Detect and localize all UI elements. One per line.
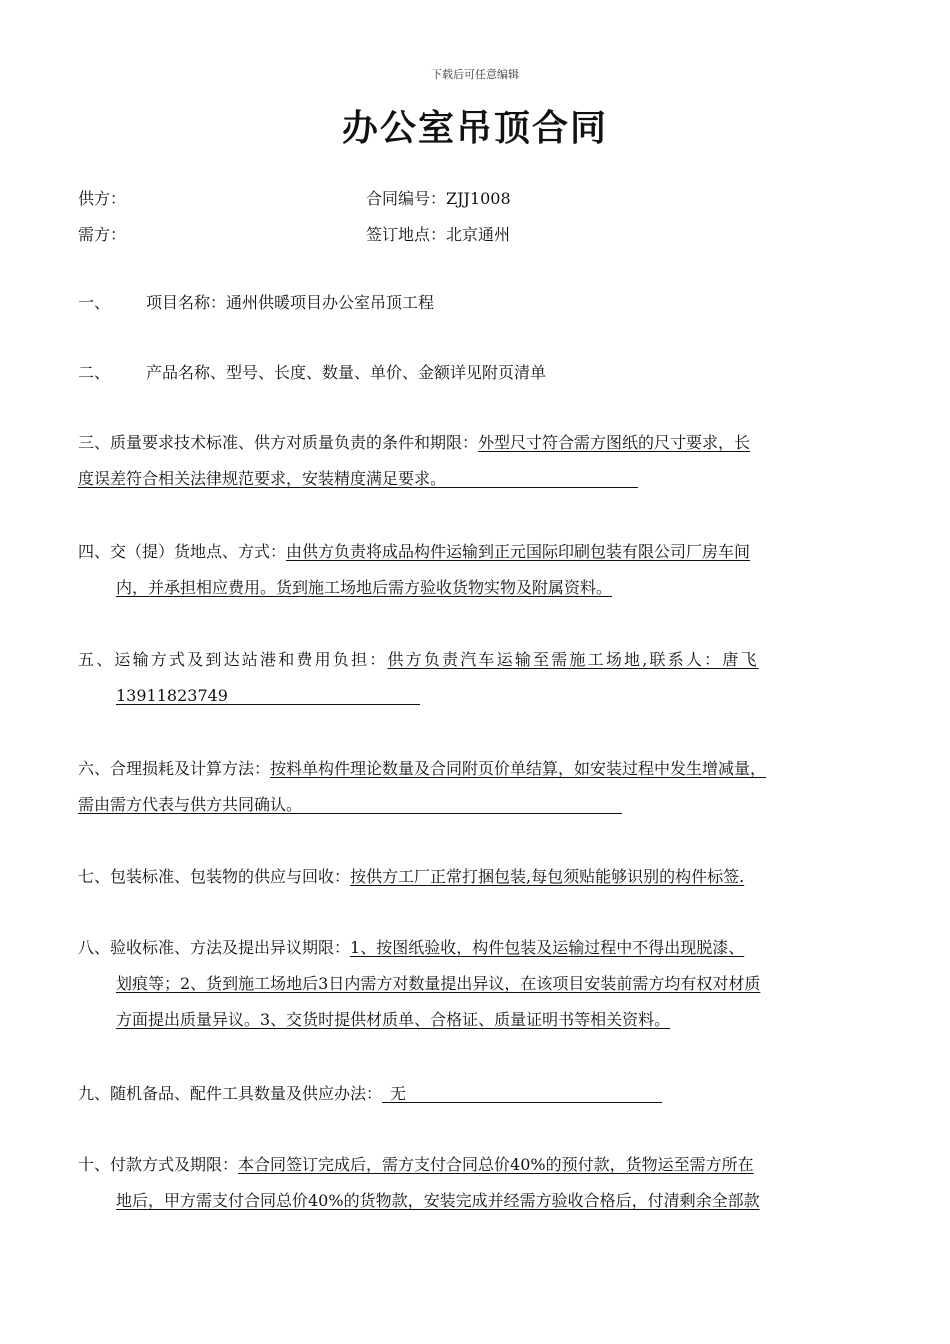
clause-label: 质量要求技术标准、供方对质量负责的条件和期限： [110,433,479,452]
clause-value: 13911823749 [116,686,228,705]
clause-value: 由供方负责将成品构件运输到正元国际印刷包装有限公司厂房车间 [286,542,751,561]
clause-value: 按供方工厂正常打捆包装,每包须贴能够识别的构件标签. [350,867,745,886]
clause-label: 合理损耗及计算方法： [110,759,271,778]
clause-value: 无 [390,1084,407,1103]
clause-label: 验收标准、方法及提出异议期限： [110,938,351,957]
clause-number: 十、 [78,1155,111,1174]
clause-value: 地后，甲方需支付合同总价40%的货物款，安装完成并经需方验收合格后，付清剩余全部款 [116,1191,760,1210]
clause-label: 包装标准、包装物的供应与回收： [110,867,351,886]
clause-number: 三、 [78,433,111,452]
clause-number: 四、 [78,542,111,561]
clause-5 [78,642,896,714]
clause-text: 产品名称、型号、长度、数量、单价、金额详见附页清单 [146,363,547,382]
clause-value: 度误差符合相关法律规范要求，安装精度满足要求。 [78,469,447,488]
sign-place: 签订地点：北京通州 [366,225,511,244]
clause-number: 二、 [78,363,111,382]
clause-8 [78,930,896,1038]
buyer-label: 需方： [78,225,127,244]
clause-value: 需由需方代表与供方共同确认。 [78,795,303,814]
clause-value: 1、按图纸验收，构件包装及运输过程中不得出现脱漆、 [350,938,745,957]
clause-6 [78,751,896,823]
clause-2 [78,355,896,391]
clause-number: 八、 [78,938,111,957]
clause-4 [78,534,896,606]
clause-value: 内，并承担相应费用。货到施工场地后需方验收货物实物及附属资料。 [116,578,613,597]
supplier-label: 供方： [78,189,127,208]
clause-label: 交（提）货地点、方式： [110,542,287,561]
clause-value: 方面提出质量异议。3、交货时提供材质单、合格证、质量证明书等相关资料。 [116,1010,671,1029]
clause-number: 六、 [78,759,111,778]
clause-value: 供方负责汽车运输至需施工场地,联系人：唐飞 [387,650,759,669]
clause-1 [78,285,896,321]
clause-value: 外型尺寸符合需方图纸的尺寸要求，长 [478,433,751,452]
document-title: 办公室吊顶合同 [341,107,608,149]
clause-value: 按料单构件理论数量及合同附页价单结算，如安装过程中发生增减量， [270,759,767,778]
clause-number: 五、 [78,650,115,669]
clause-label: 随机备品、配件工具数量及供应办法： [110,1084,383,1103]
clause-label: 运输方式及到达站港和费用负担： [114,650,388,669]
clause-value: 划痕等；2、货到施工场地后3日内需方对数量提出异议，在该项目安装前需方均有权对材质 [116,974,761,993]
clause-number: 一、 [78,293,111,312]
clause-9 [78,1076,896,1112]
clause-7 [78,859,896,895]
header-note: 下载后可任意编辑 [431,68,519,81]
clause-value: 本合同签订完成后，需方支付合同总价40%的预付款，货物运至需方所在 [238,1155,754,1174]
clause-10 [78,1147,896,1219]
clause-label: 付款方式及期限： [110,1155,239,1174]
clause-number: 七、 [78,867,111,886]
clause-text: 项目名称：通州供暖项目办公室吊顶工程 [146,293,435,312]
clause-3 [78,425,896,497]
contract-number: 合同编号：ZJJ1008 [366,189,511,208]
clause-number: 九、 [78,1084,111,1103]
